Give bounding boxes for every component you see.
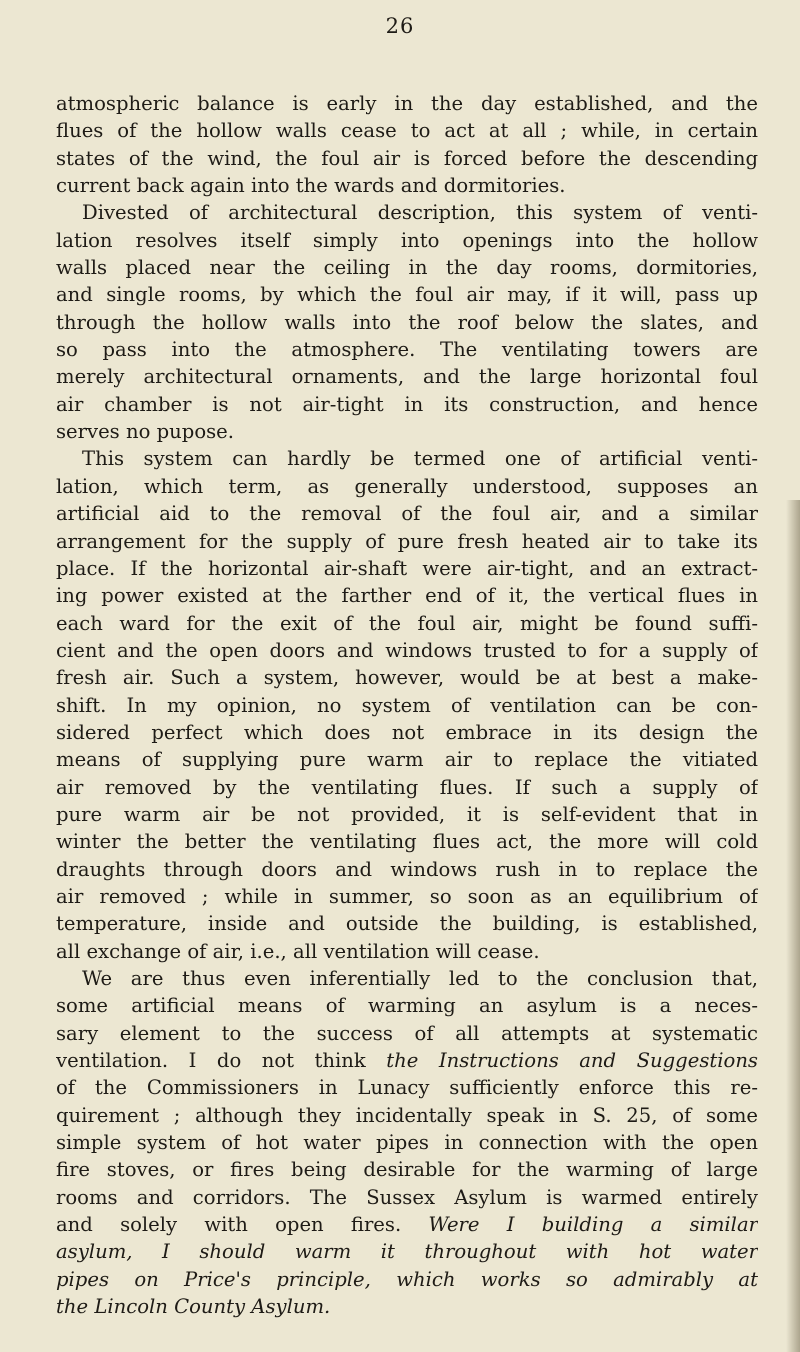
text-line: and solely with open fires. Were I building a similar — [56, 1213, 758, 1237]
text-line: place. If the horizontal air-shaft were air-tight, and an extract- — [56, 556, 758, 580]
text-line: arrangement for the supply of pure fresh heated air to take its — [56, 529, 758, 553]
text-line: some artificial means of warming an asylum is a neces- — [56, 994, 758, 1018]
text-line: lation, which term, as generally understood, supposes an — [56, 474, 758, 498]
text-line: pipes on Price's principle, which works so admirably at — [56, 1267, 758, 1291]
text-line: through the hollow walls into the roof below the slates, and — [56, 310, 758, 334]
text-line: merely architectural ornaments, and the large horizontal foul — [56, 365, 758, 389]
text-line: air removed ; while in summer, so soon as an equilibrium of — [56, 884, 758, 908]
body-text — [56, 90, 758, 1320]
italic-phrase: Were I building a similar — [428, 1213, 758, 1237]
text-line: air removed by the ventilating flues. If such a supply of — [56, 775, 758, 799]
text-line: all exchange of air, i.e., all ventilation will cease. — [56, 939, 540, 963]
text-line: fire stoves, or fires being desirable for the warming of large — [56, 1158, 758, 1182]
text-line: states of the wind, the foul air is forced before the descending — [56, 146, 758, 170]
text-line: We are thus even inferentially led to the conclusion that, — [82, 967, 758, 990]
text-line: each ward for the exit of the foul air, might be found suffi- — [56, 611, 758, 635]
text-line: walls placed near the ceiling in the day rooms, dormitories, — [56, 256, 758, 280]
text-line: cient and the open doors and windows trusted to for a supply of — [56, 638, 758, 662]
page-number: 26 — [385, 14, 415, 38]
text-line: temperature, inside and outside the building, is established, — [56, 912, 758, 936]
page-edge-shadow — [786, 500, 800, 1352]
text-line: rooms and corridors. The Sussex Asylum is warmed entirely — [56, 1185, 758, 1209]
text-line: simple system of hot water pipes in connection with the open — [56, 1131, 758, 1155]
text-line: so pass into the atmosphere. The ventilating towers are — [56, 338, 758, 362]
text-line: of the Commissioners in Lunacy sufficiently enforce this re- — [56, 1076, 758, 1100]
text-line: This system can hardly be termed one of artificial venti- — [82, 447, 758, 471]
text-line: current back again into the wards and dormitories. — [56, 174, 566, 198]
text-line: the Lincoln County Asylum. — [56, 1295, 331, 1319]
text-line: draughts through doors and windows rush in to replace the — [56, 857, 758, 881]
text-line: air chamber is not air-tight in its construction, and hence — [56, 392, 758, 416]
text-line: fresh air. Such a system, however, would be at best a make- — [56, 666, 758, 690]
italic-phrase: the Instructions and Suggestions — [386, 1049, 758, 1073]
text-line: pure warm air be not provided, it is self-evident that in — [56, 802, 758, 826]
text-line: Divested of architectural description, this system of venti- — [82, 201, 758, 225]
text-line: serves no pupose. — [56, 420, 234, 444]
text-line: shift. In my opinion, no system of ventilation can be con- — [56, 693, 758, 717]
text-line: winter the better the ventilating flues act, the more will cold — [56, 830, 758, 854]
text-line: artificial aid to the removal of the foul air, and a similar — [56, 502, 758, 526]
text-line: ventilation. I do not think the Instructions and Suggestions — [56, 1049, 758, 1073]
text-line: atmospheric balance is early in the day established, and the — [56, 92, 758, 115]
text-line: and single rooms, by which the foul air may, if it will, pass up — [56, 283, 758, 307]
text-line: sidered perfect which does not embrace in its design the — [56, 720, 758, 744]
text-line: ing power existed at the farther end of it, the vertical flues in — [56, 584, 758, 608]
text-line: flues of the hollow walls cease to act at all ; while, in certain — [56, 119, 758, 143]
text-line: sary element to the success of all attempts at systematic — [56, 1021, 758, 1045]
text-line: lation resolves itself simply into openings into the hollow — [56, 228, 758, 252]
text-line: quirement ; although they incidentally speak in S. 25, of some — [56, 1103, 758, 1127]
text-line: asylum, I should warm it throughout with hot water — [56, 1240, 758, 1264]
text-line: means of supplying pure warm air to replace the vitiated — [56, 748, 758, 772]
